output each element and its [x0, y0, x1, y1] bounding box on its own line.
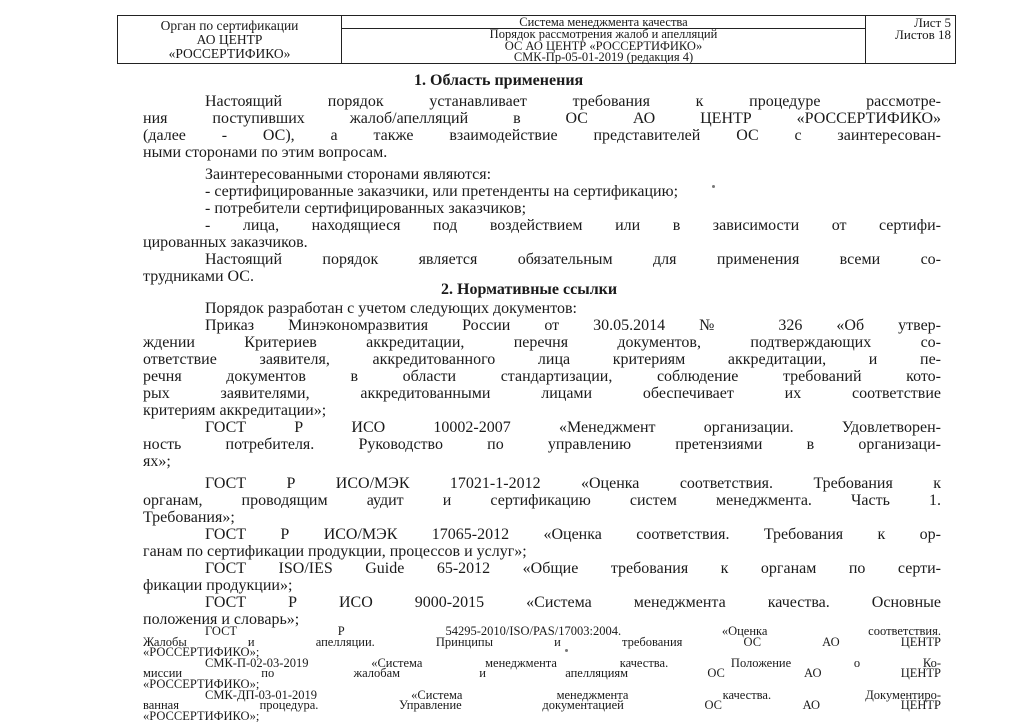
section2-line: ванная процедура. Управление документацией ОС АО ЦЕНТР — [143, 698, 941, 713]
section1-line: - сертифицированные заказчики, или претенденты на сертификацию; — [205, 183, 679, 200]
section1-line: Заинтересованными сторонами являются: — [205, 166, 492, 183]
system-title: Система менеджмента качества — [342, 16, 865, 29]
section2-line: ность потребителя. Руководство по управлению претензиями в организаци- — [143, 436, 941, 453]
header-sheet-cell — [866, 16, 955, 63]
document-code: СМК-Пр-05-01-2019 (редакция 4) — [513, 50, 694, 64]
sheets-total: Листов 18 — [895, 27, 951, 42]
section2-line: ГОСТ ISO/IES Guide 65-2012 «Общие требования к органам по серти- — [205, 560, 941, 577]
section2-line: Порядок разработан с учетом следующих документов: — [205, 300, 577, 317]
section2-line: критериям аккредитации»; — [143, 402, 327, 419]
section1-line: Настоящий порядок устанавливает требования к процедуре рассмотре- — [205, 93, 941, 110]
section1-line: ния поступивших жалоб/апелляций в ОС АО ЦЕНТР «РОССЕРТИФИКО» — [143, 110, 941, 127]
scan-speck — [712, 185, 715, 188]
section2-line: «РОССЕРТИФИКО»; — [143, 708, 260, 723]
section2-line: ГОСТ Р ИСО/МЭК 17021-1-2012 «Оценка соответствия. Требования к — [205, 475, 941, 492]
section2-line: Жалобы и апелляции. Принципы и требования ОС АО ЦЕНТР — [143, 634, 941, 649]
section2-line: положения и словарь»; — [143, 611, 300, 628]
section2-line: Требования»; — [143, 509, 235, 526]
section2-line: ГОСТ Р ИСО 10002-2007 «Менеджмент организации. Удовлетворен- — [205, 419, 941, 436]
section2-line: Приказ Минэкономразвития России от 30.05.2014 № 326 «Об утвер- — [205, 317, 941, 334]
section1-heading: 1. Область применения — [414, 72, 584, 89]
section2-line: СМК-П-02-03-2019 «Система менеджмента качества. Положение о Ко- — [205, 655, 941, 670]
section1-line: (далее - ОС), а также взаимодействие представителей ОС с заинтересован- — [143, 127, 941, 144]
section1-line: - лица, находящиеся под воздействием или в зависимости от сертифи- — [205, 217, 941, 234]
section1-line: ными сторонами по этим вопросам. — [143, 144, 388, 161]
section2-heading: 2. Нормативные ссылки — [441, 281, 618, 298]
section2-line: органам, проводящим аудит и сертификацию систем менеджмента. Часть 1. — [143, 492, 941, 509]
document-title-line2: ОС АО ЦЕНТР «РОССЕРТИФИКО» — [504, 38, 703, 53]
section2-line: ГОСТ Р ИСО 9000-2015 «Система менеджмента качества. Основные — [205, 594, 941, 611]
organization-name-line2: АО ЦЕНТР — [196, 31, 263, 47]
sheet-number: Лист 5 — [914, 15, 951, 30]
section1-line: цированных заказчиков. — [143, 234, 308, 251]
section2-line: рых заявителями, аккредитованными лицами обеспечивает их соответствие — [143, 385, 941, 402]
section1-line: - потребители сертифицированных заказчиков; — [205, 200, 527, 217]
document-title-line1: Порядок рассмотрения жалоб и апелляций — [489, 27, 718, 41]
section2-line: «РОССЕРТИФИКО»; — [143, 677, 260, 691]
organization-name-line1: Орган по сертификации — [160, 17, 299, 33]
section2-line: миссии по жалобам и апелляциям ОС АО ЦЕНТР — [143, 666, 941, 681]
document-header-table — [117, 15, 956, 64]
header-organization-cell — [118, 16, 342, 63]
section2-line: фикации продукции»; — [143, 577, 293, 594]
header-document-cell — [342, 16, 866, 63]
section2-line: ганам по сертификации продукции, процессов и услуг»; — [143, 543, 527, 560]
section2-line: ях»; — [143, 453, 171, 470]
section2-line: ответствие заявителя, аккредитованного лица критериям аккредитации, и пе- — [143, 351, 941, 368]
section2-line: речня документов в области стандартизации, соблюдение требований кото- — [143, 368, 941, 385]
section1-line: Настоящий порядок является обязательным для применения всеми со- — [205, 251, 941, 268]
organization-name-line3: «РОССЕРТИФИКО» — [168, 45, 291, 61]
section2-line: ГОСТ Р 54295-2010/ISO/PAS/17003:2004. «Оценка соответствия. — [205, 624, 941, 638]
section1-line: трудниками ОС. — [143, 268, 254, 285]
section2-line: ГОСТ Р ИСО/МЭК 17065-2012 «Оценка соответствия. Требования к ор- — [205, 526, 941, 543]
section2-line: «РОССЕРТИФИКО»; — [143, 645, 260, 660]
scan-speck — [565, 649, 568, 652]
section2-line: ждении Критериев аккредитации, перечня документов, подтверждающих со- — [143, 334, 941, 351]
section2-line: СМК-ДП-03-01-2019 «Система менеджмента качества. Документиро- — [205, 687, 941, 702]
